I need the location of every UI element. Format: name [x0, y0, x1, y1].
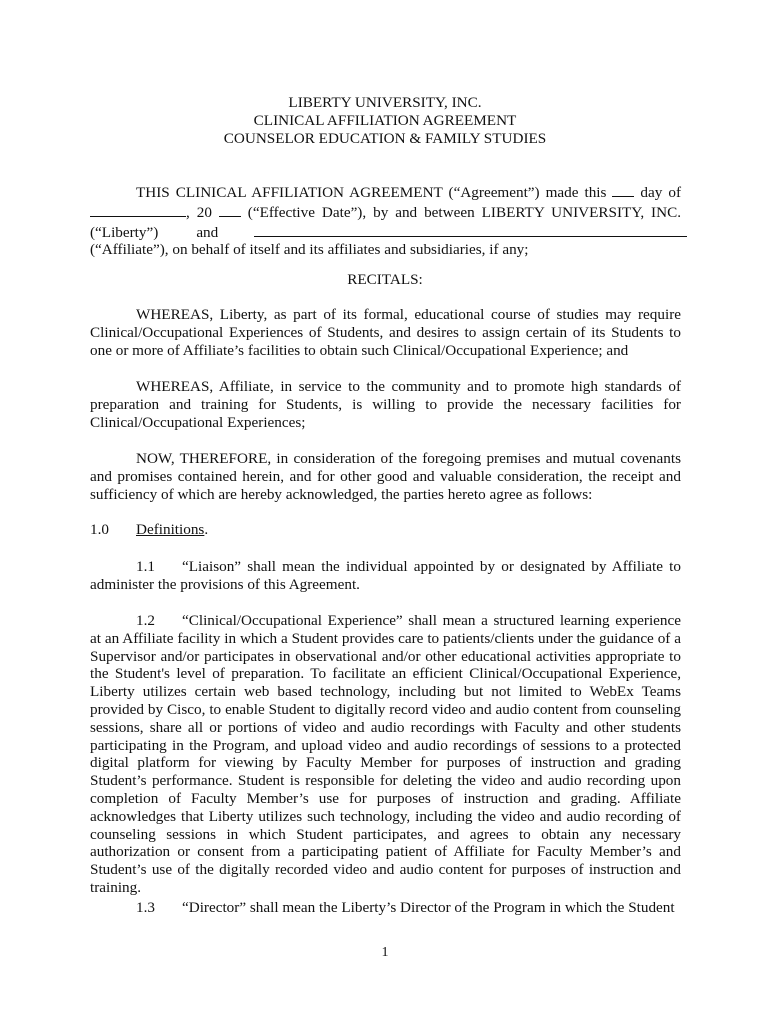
whereas-paragraph-2: WHEREAS, Affiliate, in service to the community and to promote high standards of preparation and training for Students, is willing to provide the necessary facilities for Clinical/Occupational Experiences;: [90, 378, 681, 431]
section-definitions-heading: 1.0 Definitions.: [90, 521, 209, 538]
definition-1-1: [90, 558, 681, 594]
day-blank: [612, 182, 634, 197]
section-title: Definitions: [136, 521, 205, 538]
definition-1-2: [90, 612, 681, 897]
definition-number: 1.2: [136, 612, 155, 629]
intro-line-1: THIS CLINICAL AFFILIATION AGREEMENT (“Agreement”) made this day of: [136, 184, 681, 201]
heading-university: LIBERTY UNIVERSITY, INC.: [288, 94, 482, 111]
heading-agreement-title: CLINICAL AFFILIATION AGREEMENT: [253, 112, 517, 129]
intro-line-3: (“Liberty”) and: [90, 222, 681, 242]
month-blank: [90, 202, 186, 217]
affiliate-name-blank: [254, 222, 687, 237]
intro-line-2: , 20 (“Effective Date”), by and between LIBERTY UNIVERSITY, INC.: [90, 202, 681, 222]
definition-number: 1.1: [136, 558, 155, 575]
heading-department: COUNSELOR EDUCATION & FAMILY STUDIES: [223, 130, 547, 147]
section-number: 1.0: [90, 521, 109, 538]
now-therefore-paragraph: NOW, THEREFORE, in consideration of the foregoing premises and mutual covenants and promises contained herein, and for other good and valuable consideration, the receipt and sufficiency of which are hereby acknowledged, the parties hereto agree as follows:: [90, 450, 681, 503]
definition-text: “Clinical/Occupational Experience” shall mean a structured learning experience at an Affiliate facility in which a Student provides care to patients/clients under the guidance of a Supervisor and/or participates in observational and/or other educational activities appropriate to the Student's level of preparation. To facilitate an efficient Clinical/Occupational Experience, Liberty utilizes certain web based technology, including but not limited to WebEx Teams provided by Cisco, to enable Student to digitally record video and audio content from counseling sessions, share all or portions of video and audio recordings with Faculty and other students participating in the Program, and upload video and audio recordings of sessions to a protected digital platform for viewing by Faculty Member for purposes of instruction and grading Student’s performance. Student is responsible for deleting the video and audio recording upon completion of Faculty Member’s use for purposes of instruction and grading. Affiliate acknowledges that Liberty utilizes such technology, including the video and audio recording of counseling sessions in which Student participates, and agrees to obtain any necessary authorization or consent from a participating patient of Affiliate for Faculty Member’s and Student’s use of the digitally recorded video and audio content for purposes of instruction and training.: [90, 612, 681, 896]
intro-paragraph: [90, 182, 681, 259]
recitals-title: RECITALS:: [347, 271, 423, 288]
intro-line-4: (“Affiliate”), on behalf of itself and its affiliates and subsidiaries, if any;: [90, 241, 529, 259]
year-blank: [219, 202, 241, 217]
page-number: 1: [381, 945, 389, 960]
definition-text: “Director” shall mean the Liberty’s Director of the Program in which the Student: [182, 899, 675, 916]
whereas-paragraph-1: WHEREAS, Liberty, as part of its formal, educational course of studies may require Clinical/Occupational Experiences of Students, and desires to assign certain of its Students to one or more of Affiliate’s facilities to obtain such Clinical/Occupational Experience; and: [90, 306, 681, 359]
definition-number: 1.3: [136, 899, 155, 916]
definition-1-3: [90, 899, 681, 917]
document-heading: [0, 94, 770, 148]
definition-text: “Liaison” shall mean the individual appointed by or designated by Affiliate to administer the provisions of this Agreement.: [90, 558, 681, 593]
